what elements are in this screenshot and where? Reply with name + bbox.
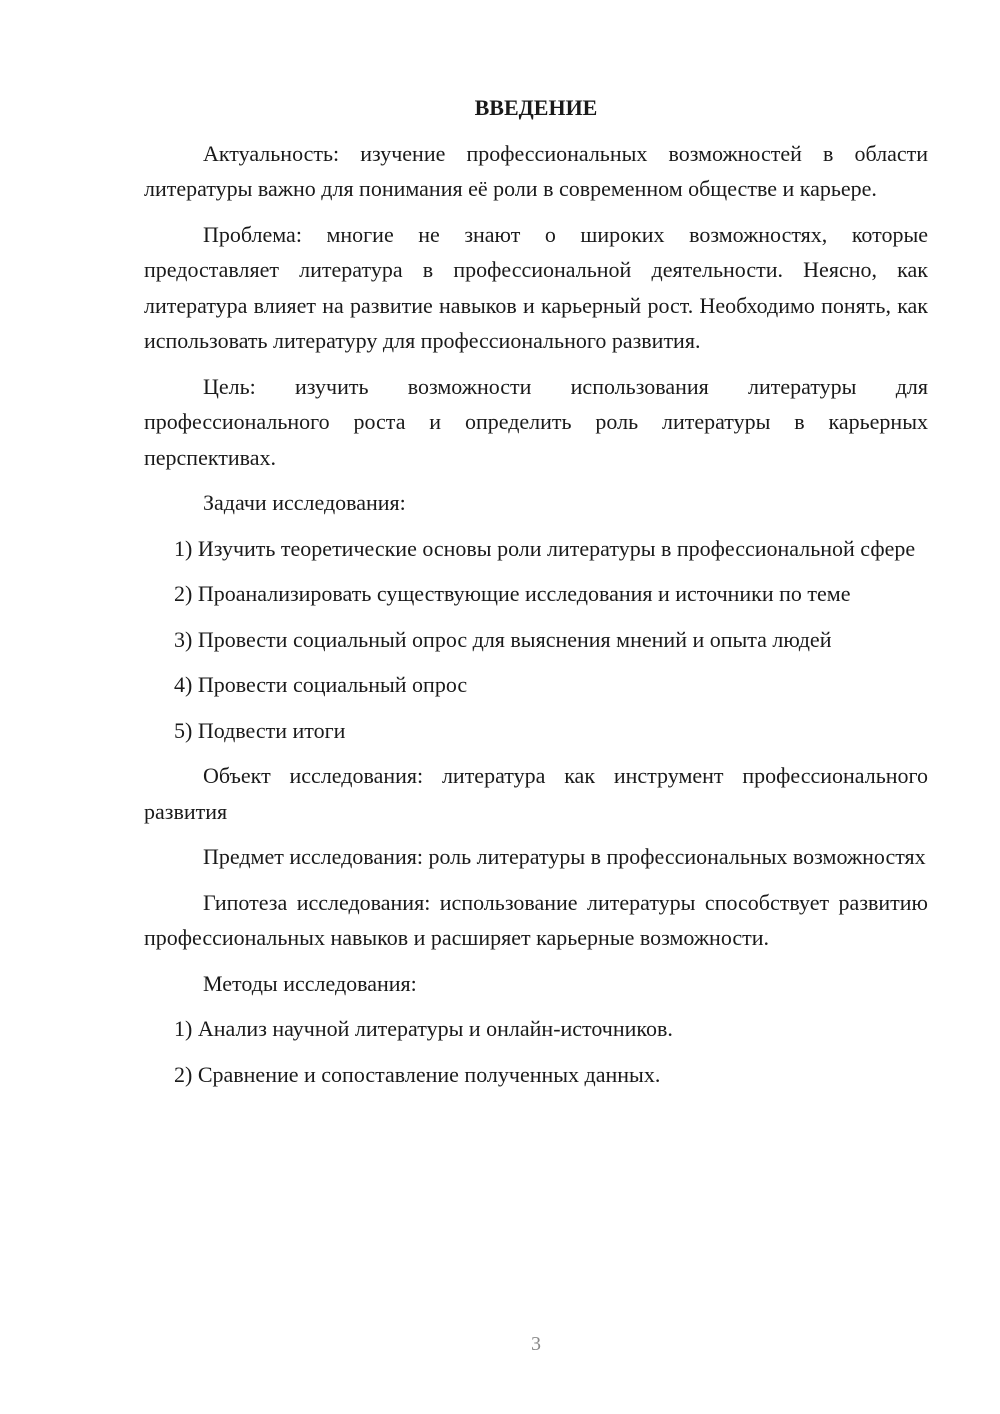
methods-heading: Методы исследования:: [203, 970, 417, 996]
problem-paragraph: Проблема: многие не знают о широких возможностях, которые предоставляет литература в профессиональной деятельности. Неясно, как литература влияет на развитие навыков и карьерный рост. Необходимо понять, как использовать литературу для профессионального развития.: [144, 221, 928, 353]
goal-paragraph: Цель: изучить возможности использования литературы для профессионального роста и определить роль литературы в карьерных перспективах.: [144, 373, 928, 470]
tasks-heading: Задачи исследования:: [203, 490, 406, 515]
method-item-1: 1) Анализ научной литературы и онлайн-источников.: [174, 1016, 673, 1041]
page-content: [144, 90, 928, 1102]
method-item-2: 2) Сравнение и сопоставление полученных данных.: [174, 1061, 661, 1087]
section-title: ВВЕДЕНИЕ: [474, 95, 598, 120]
page-number: 3: [531, 1333, 541, 1355]
task-item-1: 1) Изучить теоретические основы роли литературы в профессиональной сфере: [174, 535, 916, 561]
task-item-5: 5) Подвести итоги: [174, 717, 346, 743]
object-paragraph: Объект исследования: литература как инструмент профессионального развития: [144, 763, 928, 824]
task-item-4: 4) Провести социальный опрос: [174, 672, 468, 697]
subject-paragraph: Предмет исследования: роль литературы в профессиональных возможностях: [203, 844, 926, 869]
task-item-3: 3) Провести социальный опрос для выяснения мнений и опыта людей: [174, 626, 832, 652]
task-item-2: 2) Проанализировать существующие исследования и источники по теме: [174, 581, 851, 606]
hypothesis-paragraph: Гипотеза исследования: использование литературы способствует развитию профессиональных навыков и расширяет карьерные возможности.: [144, 889, 928, 950]
relevance-paragraph: Актуальность: изучение профессиональных возможностей в области литературы важно для понимания её роли в современном обществе и карьере.: [144, 140, 928, 201]
